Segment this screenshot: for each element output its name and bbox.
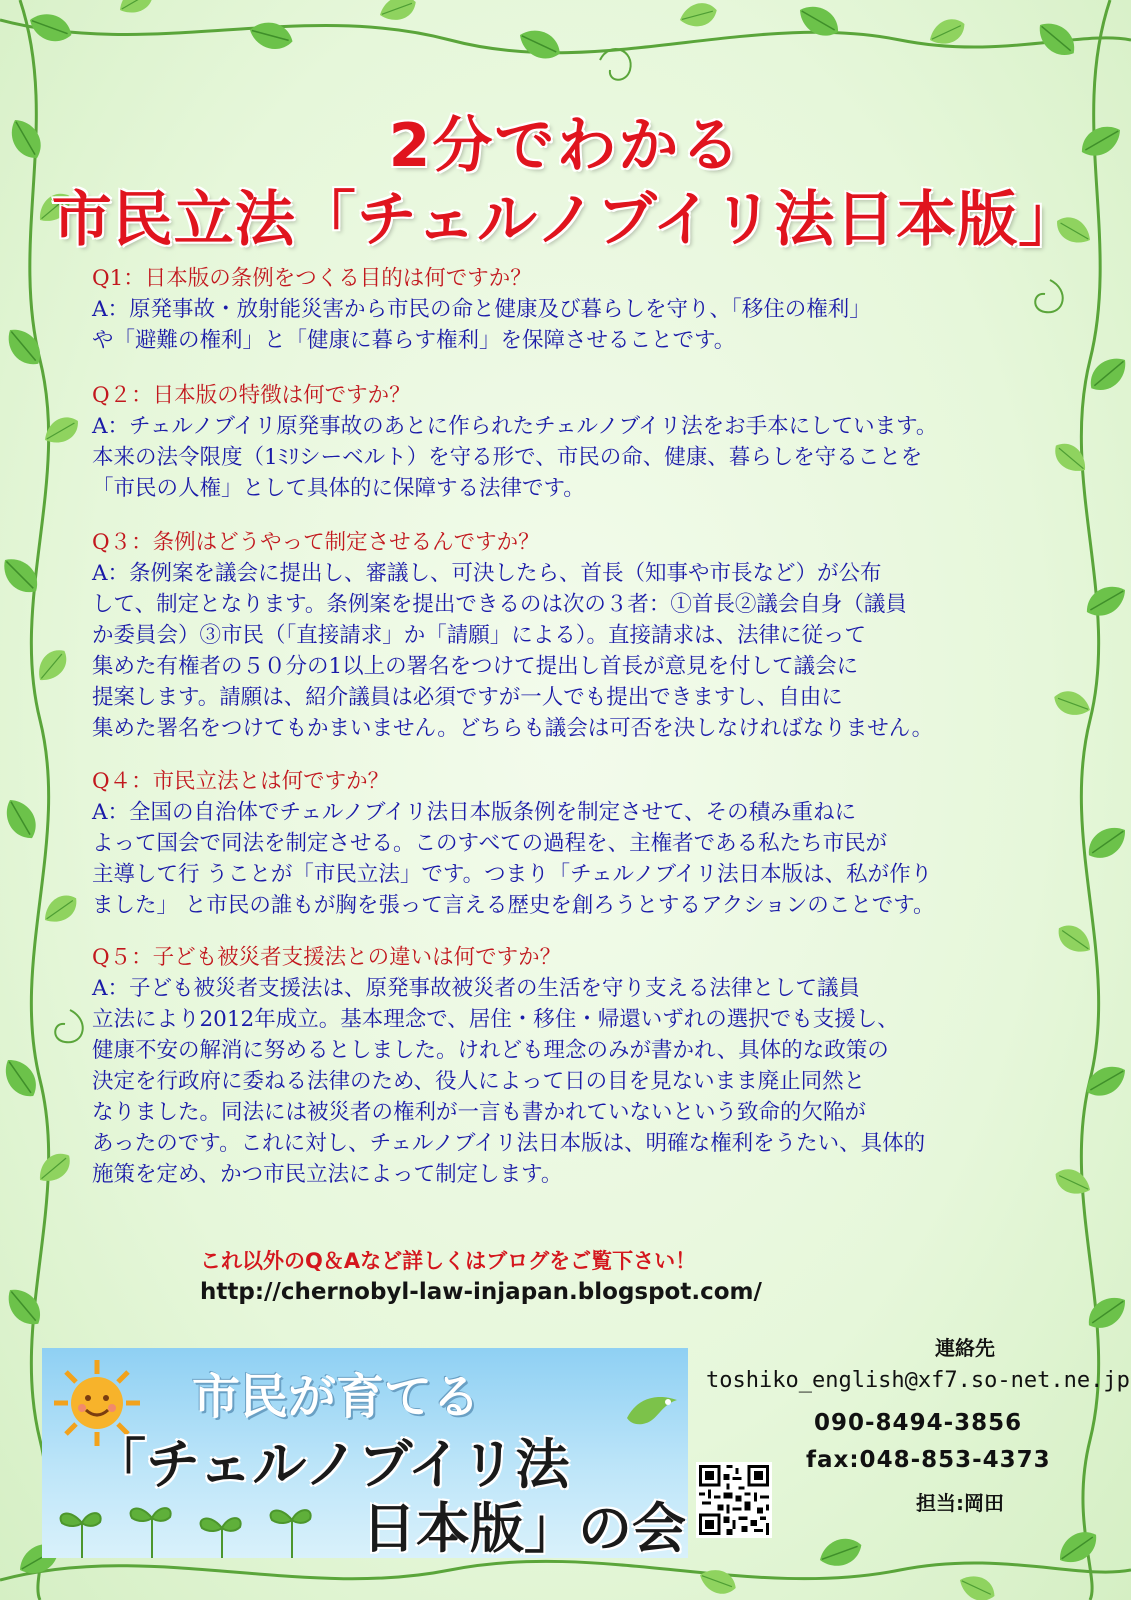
answer-line: なりました。同法には被災者の権利が一言も書かれていないという致命的欠陥が — [92, 1100, 867, 1125]
qa-block-4 — [92, 766, 1052, 921]
answer-line: 立法により2012年成立。基本理念で、居住・移住・帰還いずれの選択でも支援し、 — [92, 1007, 899, 1032]
answer-4 — [92, 797, 1052, 921]
answer-3 — [92, 558, 1052, 744]
answer-line: 主導して行 うことが「市民立法」です。つまり「チェルノブイリ法日本版は、私が作り — [92, 862, 933, 887]
answer-line: 健康不安の解消に努めるとしました。けれども理念のみが書かれ、具体的な政策の — [92, 1038, 889, 1063]
answer-line: A：子ども被災者支援法は、原発事故被災者の生活を守り支える法律として議員 — [92, 976, 861, 1001]
answer-line: 集めた署名をつけてもかまいません。どちらも議会は可否を決しなければなりません。 — [92, 716, 934, 741]
answer-line: や「避難の権利」と「健康に暮らす権利」を保障させることです。 — [92, 328, 736, 353]
banner-line-3: 日本版」の会 — [362, 1497, 686, 1558]
answer-line: 提案します。請願は、紹介議員は必須ですが一人でも提出できますし、自由に — [92, 685, 843, 710]
answer-5 — [92, 973, 1052, 1190]
question-1: Q1：日本版の条例をつくる目的は何ですか？ — [92, 266, 532, 291]
answer-line: A：条例案を議会に提出し、審議し、可決したら、首長（知事や市長など）が公布 — [92, 561, 882, 586]
title-line-1: 2分でわかる — [388, 111, 743, 181]
answer-line: 集めた有権者の５０分の1以上の署名をつけて提出し首長が意見を付して議会に — [92, 654, 859, 679]
answer-line: あったのです。これに対し、チェルノブイリ法日本版は、明確な権利をうたい、具体的 — [92, 1131, 926, 1156]
question-3: Q３：条例はどうやって制定させるんですか？ — [92, 530, 540, 555]
answer-line: して、制定となります。条例案を提出できるのは次の３者：①首長②議会自身（議員 — [92, 592, 907, 617]
blog-note: これ以外のQ＆Aなど詳しくはブログをご覧下さい！ — [200, 1249, 697, 1273]
organization-banner — [42, 1348, 688, 1558]
question-5: Q５：子ども被災者支援法との違いは何ですか？ — [92, 945, 562, 970]
contact-phone[interactable]: 090-8494-3856 — [814, 1410, 1023, 1436]
qa-block-3 — [92, 527, 1052, 744]
answer-line: ました」 と市民の誰もが胸を張って言える歴史を創ろうとするアクションのことです。 — [92, 893, 935, 918]
title-line-2: 市民立法「チェルノブイリ法日本版」 — [51, 185, 1080, 255]
question-2: Q２：日本版の特徴は何ですか？ — [92, 383, 411, 408]
answer-2 — [92, 411, 1052, 504]
question-4: Q４：市民立法とは何ですか？ — [92, 769, 390, 794]
answer-line: 施策を定め、かつ市民立法によって制定します。 — [92, 1162, 563, 1187]
answer-line: よって国会で同法を制定させる。このすべての過程を、主権者である私たち市民が — [92, 831, 888, 856]
answer-line: A：原発事故・放射能災害から市民の命と健康及び暮らしを守り、「移住の権利」 — [92, 297, 871, 322]
answer-line: 決定を行政府に委ねる法律のため、役人によって日の目を見ないまま廃止同然と — [92, 1069, 866, 1094]
answer-line: A：全国の自治体でチェルノブイリ法日本版条例を制定させて、その積み重ねに — [92, 800, 857, 825]
answer-line: か委員会）③市民（「直接請求」か「請願」による）。直接請求は、法律に従って — [92, 623, 867, 648]
answer-line: 「市民の人権」として具体的に保障する法律です。 — [92, 476, 585, 501]
answer-1 — [92, 294, 1052, 356]
banner-line-2: 「チェルノブイリ法 — [92, 1433, 570, 1496]
contact-person: 担当:岡田 — [916, 1491, 1004, 1515]
banner-line-1: 市民が育てる — [192, 1369, 481, 1425]
dove-icon — [622, 1388, 682, 1438]
qa-block-5 — [92, 942, 1052, 1190]
blog-url-link[interactable]: http://chernobyl-law-injapan.blogspot.com/ — [200, 1279, 762, 1305]
contact-fax: fax:048-853-4373 — [806, 1447, 1051, 1473]
contact-heading: 連絡先 — [935, 1336, 995, 1360]
qr-code[interactable] — [696, 1462, 772, 1538]
answer-line: 本来の法令限度（1ﾐﾘシーベルト）を守る形で、市民の命、健康、暮らしを守ることを — [92, 445, 923, 470]
qa-block-2 — [92, 380, 1052, 504]
answer-line: A：チェルノブイリ原発事故のあとに作られたチェルノブイリ法をお手本にしています。 — [92, 414, 938, 439]
contact-email[interactable]: toshiko_english@xf7.so-net.ne.jp — [706, 1368, 1130, 1393]
qa-block-1 — [92, 263, 1052, 356]
